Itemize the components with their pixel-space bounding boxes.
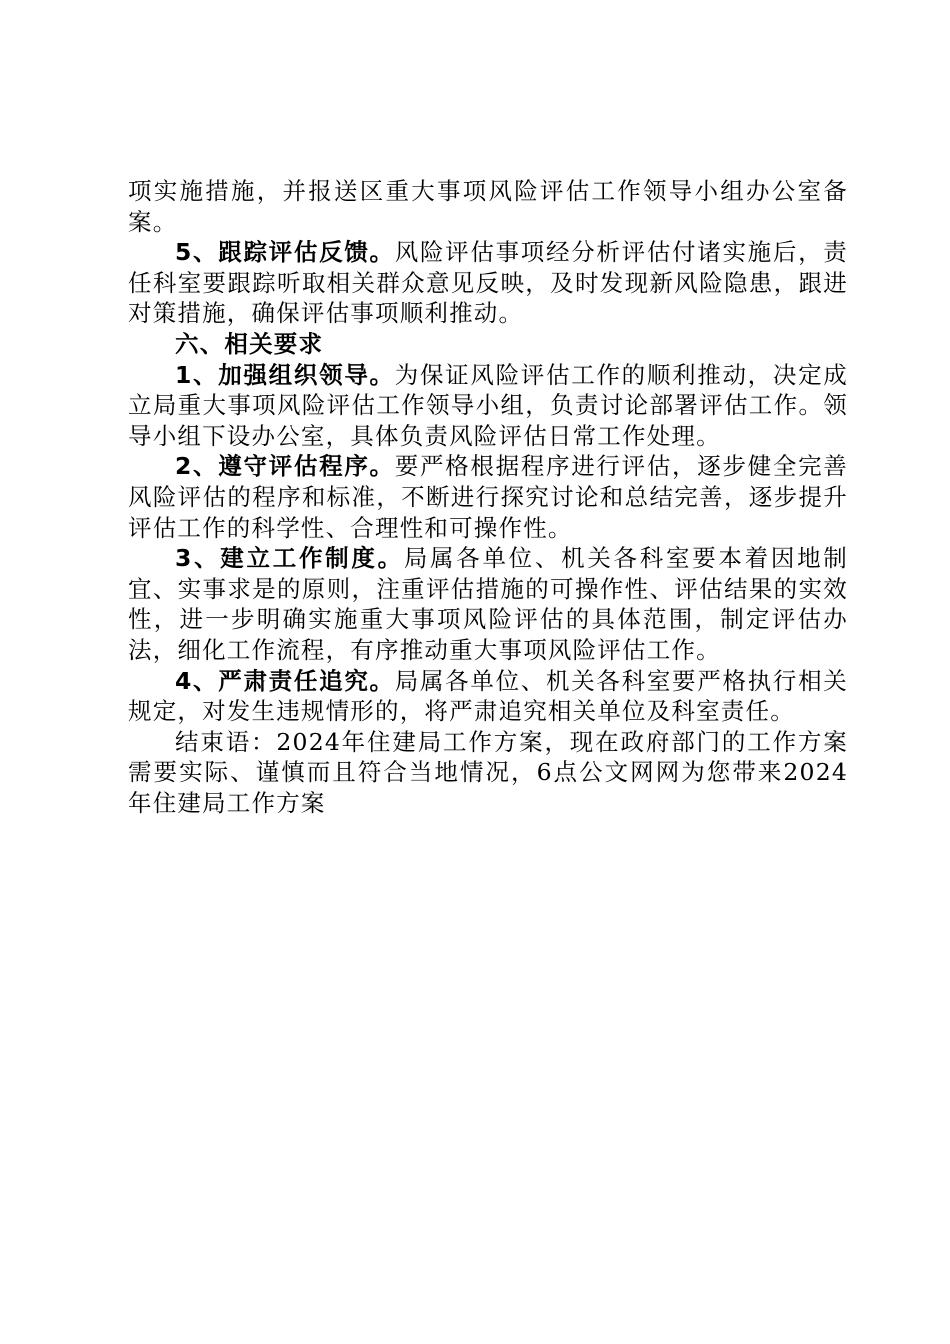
paragraph-text: 局属各单位、机关各科室要本着因地制宜、实事求是的原则，注重评估措施的可操作性、评估结果的实效性，进一步明确实施重大事项风险评估的具体范围，制定评估办法，细化工作流程，有序推动重大事项风险评估工作。: [128, 544, 848, 664]
section-heading: [128, 329, 848, 360]
paragraph-lead: 2、遵守评估程序。: [175, 452, 395, 481]
paragraph-conclusion: [128, 727, 848, 819]
paragraph-organization-leadership: [128, 360, 848, 452]
paragraph-continuation: [128, 176, 848, 237]
paragraph-text: 项实施措施，并报送区重大事项风险评估工作领导小组办公室备案。: [128, 177, 848, 236]
paragraph-lead: 1、加强组织领导。: [175, 360, 395, 389]
paragraph-lead: 4、严肃责任追究。: [175, 666, 395, 695]
paragraph-text: 风险评估事项经分析评估付诸实施后，责任科室要跟踪听取相关群众意见反映，及时发现新风险隐患，跟进对策措施，确保评估事项顺利推动。: [128, 238, 848, 328]
paragraph-lead: 5、跟踪评估反馈。: [175, 238, 395, 267]
paragraph-text: 为保证风险评估工作的顺利推动，决定成立局重大事项风险评估工作领导小组，负责讨论部署评估工作。领导小组下设办公室，具体负责风险评估日常工作处理。: [128, 360, 848, 450]
document-body: [128, 176, 848, 818]
paragraph-text: 局属各单位、机关各科室要严格执行相关规定，对发生违规情形的，将严肃追究相关单位及科室责任。: [128, 666, 848, 726]
paragraph-work-system: [128, 543, 848, 665]
paragraph-text: 结束语：2024年住建局工作方案，现在政府部门的工作方案需要实际、谨慎而且符合当地情况，6点公文网网为您带来2024年住建局工作方案: [128, 727, 848, 817]
paragraph-evaluation-procedure: [128, 451, 848, 543]
paragraph-accountability: [128, 666, 848, 727]
paragraph-text: 要严格根据程序进行评估，逐步健全完善风险评估的程序和标准，不断进行探究讨论和总结完善，逐步提升评估工作的科学性、合理性和可操作性。: [128, 452, 848, 542]
paragraph-tracking-feedback: [128, 237, 848, 329]
paragraph-lead: 3、建立工作制度。: [175, 544, 404, 573]
section-heading-text: 六、相关要求: [175, 329, 324, 358]
